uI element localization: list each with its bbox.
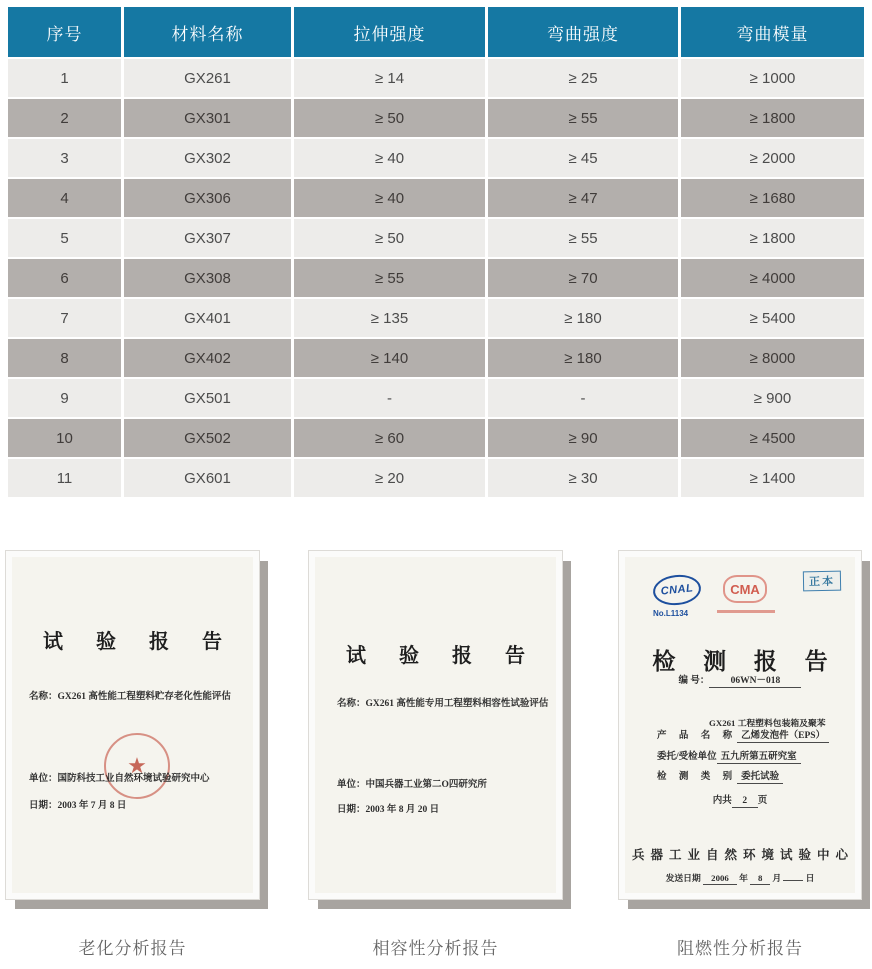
aging-report-page	[12, 557, 253, 893]
report-thumbnails	[0, 550, 872, 959]
product-name-line1: GX261 工程塑料包装箱及聚苯	[709, 718, 826, 728]
table-row	[8, 339, 864, 377]
doc-name-line: 名称：GX261 高性能专用工程塑料相容性试验评估	[337, 699, 549, 709]
send-date-line	[625, 872, 855, 885]
client-value: 五九所第五研究室	[717, 751, 801, 764]
cell-seq: 3	[8, 139, 124, 177]
pages-prefix: 内共	[712, 796, 732, 806]
caption-flame-retardancy-report: 阻燃性分析报告	[677, 939, 803, 958]
cell-material: GX301	[124, 99, 294, 137]
aging-report-thumbnail	[5, 550, 260, 900]
cell-tensile: ≥ 50	[294, 99, 488, 137]
cell-material: GX401	[124, 299, 294, 337]
cell-bend-modulus: ≥ 4500	[681, 419, 864, 457]
cell-bend-modulus: ≥ 8000	[681, 339, 864, 377]
client-label: 委托/受检单位	[657, 752, 717, 762]
certification-logos	[625, 571, 855, 623]
cell-tensile: ≥ 50	[294, 219, 488, 257]
cell-seq: 11	[8, 459, 124, 497]
table-row	[8, 419, 864, 457]
product-name-line	[657, 730, 829, 743]
doc-number-label: 编 号：	[678, 676, 710, 686]
compatibility-report-page	[315, 557, 556, 893]
doc-name-line: 名称：GX261 高性能工程塑料贮存老化性能评估	[29, 692, 231, 702]
star-icon: ★	[127, 753, 147, 778]
cell-seq: 5	[8, 219, 124, 257]
flame-retardancy-report-page	[625, 557, 855, 893]
cell-seq: 2	[8, 99, 124, 137]
doc-title: 试 验 报 告	[43, 631, 236, 653]
cnal-number: No.L1134	[653, 609, 689, 618]
flame-retardancy-report-thumbnail	[618, 550, 862, 900]
cell-seq: 9	[8, 379, 124, 417]
cell-material: GX302	[124, 139, 294, 177]
cell-tensile: ≥ 135	[294, 299, 488, 337]
pages-suffix: 页	[757, 796, 768, 806]
table-row	[8, 299, 864, 337]
table-row	[8, 379, 864, 417]
cell-bend-modulus: ≥ 5400	[681, 299, 864, 337]
header-bending-modulus: 弯曲模量	[681, 7, 864, 57]
table-row	[8, 59, 864, 97]
header-tensile-strength: 拉伸强度	[294, 7, 488, 57]
cell-material: GX601	[124, 459, 294, 497]
cell-bend-strength: ≥ 45	[488, 139, 681, 177]
cell-material: GX308	[124, 259, 294, 297]
cnal-logo-icon: CNAL	[652, 573, 703, 608]
doc-date-line: 日期：2003 年 7 月 8 日	[29, 801, 127, 811]
cma-stamp-icon: CMA	[723, 575, 767, 603]
cell-seq: 4	[8, 179, 124, 217]
month-char: 月	[772, 873, 782, 883]
table-row	[8, 219, 864, 257]
cell-bend-modulus: ≥ 1400	[681, 459, 864, 497]
product-value: 乙烯发泡件（EPS）	[737, 730, 829, 743]
table-row	[8, 179, 864, 217]
cell-bend-modulus: ≥ 2000	[681, 139, 864, 177]
cell-bend-modulus: ≥ 900	[681, 379, 864, 417]
cell-seq: 1	[8, 59, 124, 97]
cell-seq: 6	[8, 259, 124, 297]
compatibility-report-thumbnail	[308, 550, 563, 900]
cell-material: GX306	[124, 179, 294, 217]
cell-bend-modulus: ≥ 1000	[681, 59, 864, 97]
year-char: 年	[739, 873, 748, 883]
cell-seq: 7	[8, 299, 124, 337]
doc-unit-line: 单位：国防科技工业自然环境试验研究中心	[29, 774, 210, 784]
doc-number-line	[625, 675, 855, 688]
doc-date-line: 日期：2003 年 8 月 20 日	[337, 805, 440, 815]
cell-bend-modulus: ≥ 1800	[681, 99, 864, 137]
cell-bend-strength: ≥ 90	[488, 419, 681, 457]
original-copy-stamp: 正本	[803, 571, 841, 592]
cell-tensile: ≥ 40	[294, 179, 488, 217]
send-day	[783, 880, 803, 881]
caption-compatibility-report: 相容性分析报告	[372, 939, 499, 958]
cell-tensile: ≥ 55	[294, 259, 488, 297]
table-row	[8, 99, 864, 137]
table-row	[8, 259, 864, 297]
cell-bend-strength: ≥ 25	[488, 59, 681, 97]
send-date-label: 发送日期	[665, 873, 701, 883]
cell-material: GX307	[124, 219, 294, 257]
send-month: 8	[750, 872, 770, 885]
test-type-line	[657, 771, 783, 784]
test-type-value: 委托试验	[737, 771, 783, 784]
cell-material: GX402	[124, 339, 294, 377]
cell-bend-strength: ≥ 55	[488, 99, 681, 137]
doc-title: 试 验 报 告	[346, 645, 539, 667]
cell-tensile: ≥ 20	[294, 459, 488, 497]
red-seal-stamp-icon	[104, 733, 170, 799]
product-label: 产 品 名 称	[657, 731, 738, 741]
cell-material: GX502	[124, 419, 294, 457]
caption-aging-report: 老化分析报告	[78, 939, 187, 958]
cell-bend-strength: ≥ 47	[488, 179, 681, 217]
day-char: 日	[805, 873, 815, 883]
cell-bend-modulus: ≥ 1680	[681, 179, 864, 217]
cell-bend-strength: ≥ 55	[488, 219, 681, 257]
page-count-line	[625, 795, 855, 808]
pages-number: 2	[732, 795, 758, 808]
material-spec-table	[8, 7, 864, 499]
doc-unit-line: 单位：中国兵器工业第二O四研究所	[337, 780, 487, 790]
cell-material: GX501	[124, 379, 294, 417]
table-header-row	[8, 7, 864, 57]
cell-bend-modulus: ≥ 1800	[681, 219, 864, 257]
header-bending-strength: 弯曲强度	[488, 7, 681, 57]
cell-tensile: ≥ 140	[294, 339, 488, 377]
issuing-organization: 兵器工业自然环境试验中心	[631, 848, 854, 862]
table-row	[8, 139, 864, 177]
cma-subtext-line	[717, 610, 775, 613]
cell-bend-strength: ≥ 180	[488, 339, 681, 377]
doc-title: 检 测 报 告	[652, 649, 839, 674]
cell-tensile: ≥ 14	[294, 59, 488, 97]
cell-material: GX261	[124, 59, 294, 97]
cell-bend-strength: -	[488, 379, 681, 417]
cell-bend-strength: ≥ 30	[488, 459, 681, 497]
header-seq: 序号	[8, 7, 124, 57]
header-material-name: 材料名称	[124, 7, 294, 57]
table-row	[8, 459, 864, 497]
send-year: 2006	[703, 872, 737, 885]
cell-bend-modulus: ≥ 4000	[681, 259, 864, 297]
cell-seq: 8	[8, 339, 124, 377]
cell-seq: 10	[8, 419, 124, 457]
cell-bend-strength: ≥ 180	[488, 299, 681, 337]
cell-bend-strength: ≥ 70	[488, 259, 681, 297]
doc-number-value: 06WN－018	[709, 675, 801, 688]
client-line	[657, 751, 801, 764]
cell-tensile: ≥ 60	[294, 419, 488, 457]
cell-tensile: ≥ 40	[294, 139, 488, 177]
cell-tensile: -	[294, 379, 488, 417]
test-type-label: 检 测 类 别	[657, 772, 738, 782]
